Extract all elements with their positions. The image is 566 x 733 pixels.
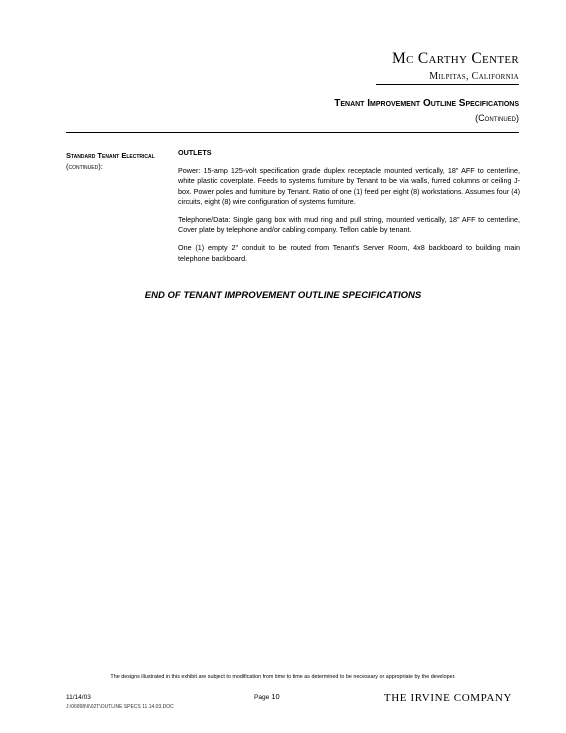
page-label: Page (254, 694, 270, 701)
footer-disclaimer: The designs illustrated in this exhibit are subject to modification from time to time as determined to be necessary or appropriate by the developer. (110, 674, 456, 680)
document-subtitle: (Continued) (475, 113, 519, 123)
section-heading (66, 150, 176, 172)
conduit-paragraph: One (1) empty 2" conduit to be routed from Tenant's Server Room, 4x8 backboard to building main telephone backboard. (178, 243, 520, 263)
project-location: Milpitas, California (429, 71, 519, 82)
page-indicator (254, 692, 280, 701)
end-of-specifications-note: END OF TENANT IMPROVEMENT OUTLINE SPECIFICATIONS (144, 290, 422, 301)
outlets-subheading: OUTLETS (178, 148, 212, 157)
section-divider (66, 132, 519, 133)
company-logo: THE IRVINE COMPANY (383, 692, 512, 704)
section-heading-title: Standard Tenant Electrical (66, 151, 155, 160)
telephone-data-paragraph: Telephone/Data: Single gang box with mud ring and pull string, mounted vertically, 18" AFF to centerline, Cover plate by telephone and/or cabling company. Teflon cable by tenant. (178, 215, 520, 235)
section-body (178, 148, 520, 272)
footer-date: 11/14/03 (66, 694, 91, 701)
power-paragraph: Power: 15-amp 125-volt specification grade duplex receptacle mounted vertically, 18" AFF to centerline, white plastic coverplate. Feeds to systems furniture by Tenant to be via walls, furred columns or ceiling J-box. Power poles and furniture by Tenant. Ratio of one (1) feed per eight (8) workstations. Assumes four (4) circuits, eight (8) wire configuration of systems furniture. (178, 166, 520, 206)
section-heading-continued: (continued): (66, 162, 103, 171)
footer-file-path: J:\06898\6\02T\OUTLINE SPECS 11.14.03.DOC (66, 704, 174, 710)
document-title: Tenant Improvement Outline Specifications (334, 98, 519, 109)
header-divider (376, 84, 519, 85)
page-number: 10 (271, 692, 280, 701)
project-name: Mc Carthy Center (391, 50, 519, 67)
